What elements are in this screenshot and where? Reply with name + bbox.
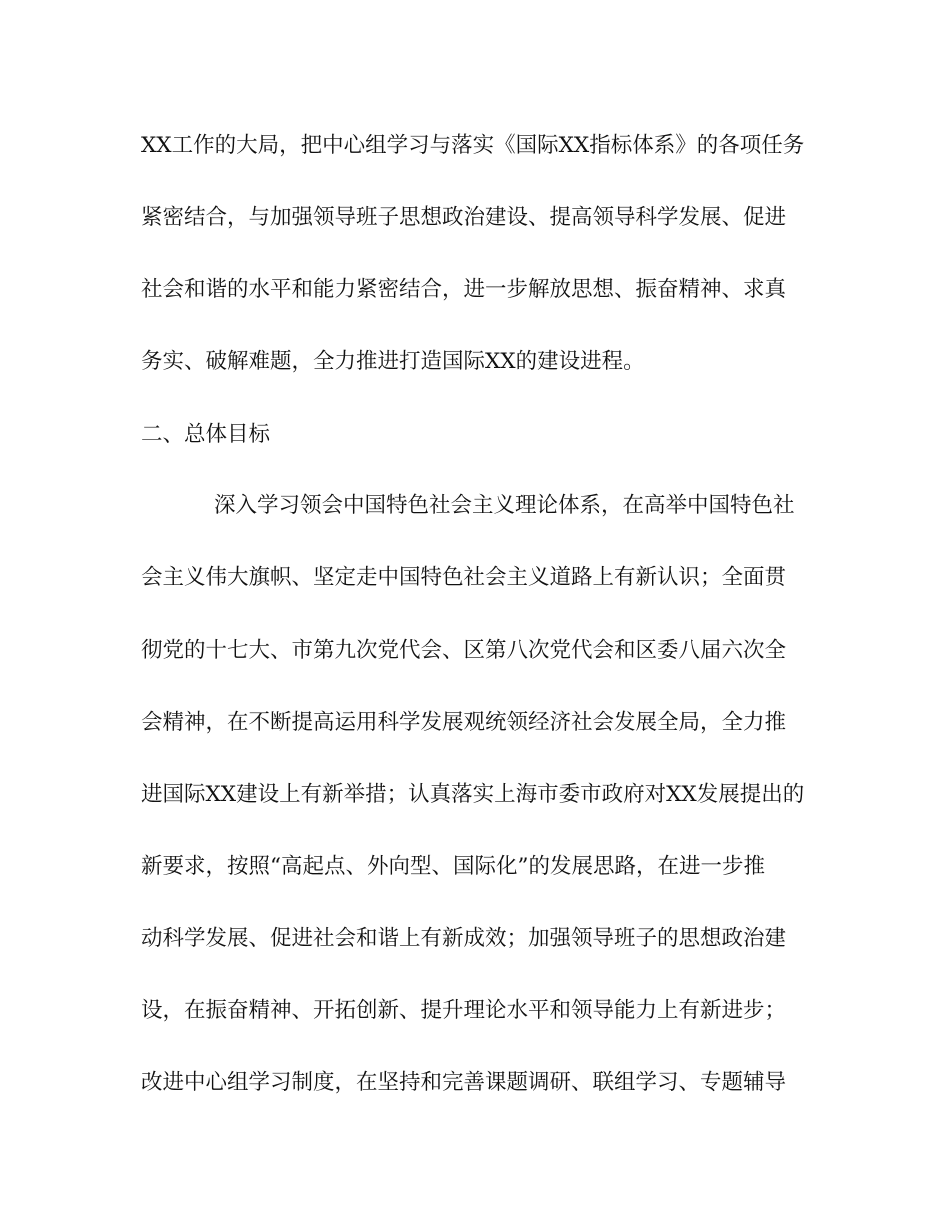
section-heading: 二、总体目标: [141, 422, 271, 447]
paragraph-line: 进国际XX建设上有新举措；认真落实上海市委市政府对XX发展提出的: [141, 782, 805, 807]
paragraph-line: 动科学发展、促进社会和谐上有新成效；加强领导班子的思想政治建: [141, 926, 787, 951]
paragraph-line: 会主义伟大旗帜、坚定走中国特色社会主义道路上有新认识；全面贯: [141, 565, 787, 590]
paragraph-line: 改进中心组学习制度，在坚持和完善课题调研、联组学习、专题辅导: [141, 1070, 787, 1095]
paragraph-line: 彻党的十七大、市第九次党代会、区第八次党代会和区委八届六次全: [141, 638, 787, 663]
paragraph-line: 紧密结合，与加强领导班子思想政治建设、提高领导科学发展、促进: [141, 205, 787, 230]
paragraph-line: 新要求，按照“高起点、外向型、国际化”的发展思路，在进一步推: [141, 854, 765, 879]
paragraph-line: 设，在振奋精神、开拓创新、提升理论水平和领导能力上有新进步；: [141, 998, 787, 1023]
paragraph-line: 深入学习领会中国特色社会主义理论体系，在高举中国特色社: [214, 493, 795, 518]
paragraph-line: 务实、破解难题，全力推进打造国际XX的建设进程。: [141, 349, 645, 374]
paragraph-line: 社会和谐的水平和能力紧密结合，进一步解放思想、振奋精神、求真: [141, 277, 787, 302]
paragraph-line: 会精神，在不断提高运用科学发展观统领经济社会发展全局，全力推: [141, 710, 787, 735]
paragraph-line: XX工作的大局，把中心组学习与落实《国际XX指标体系》的各项任务: [141, 133, 805, 158]
